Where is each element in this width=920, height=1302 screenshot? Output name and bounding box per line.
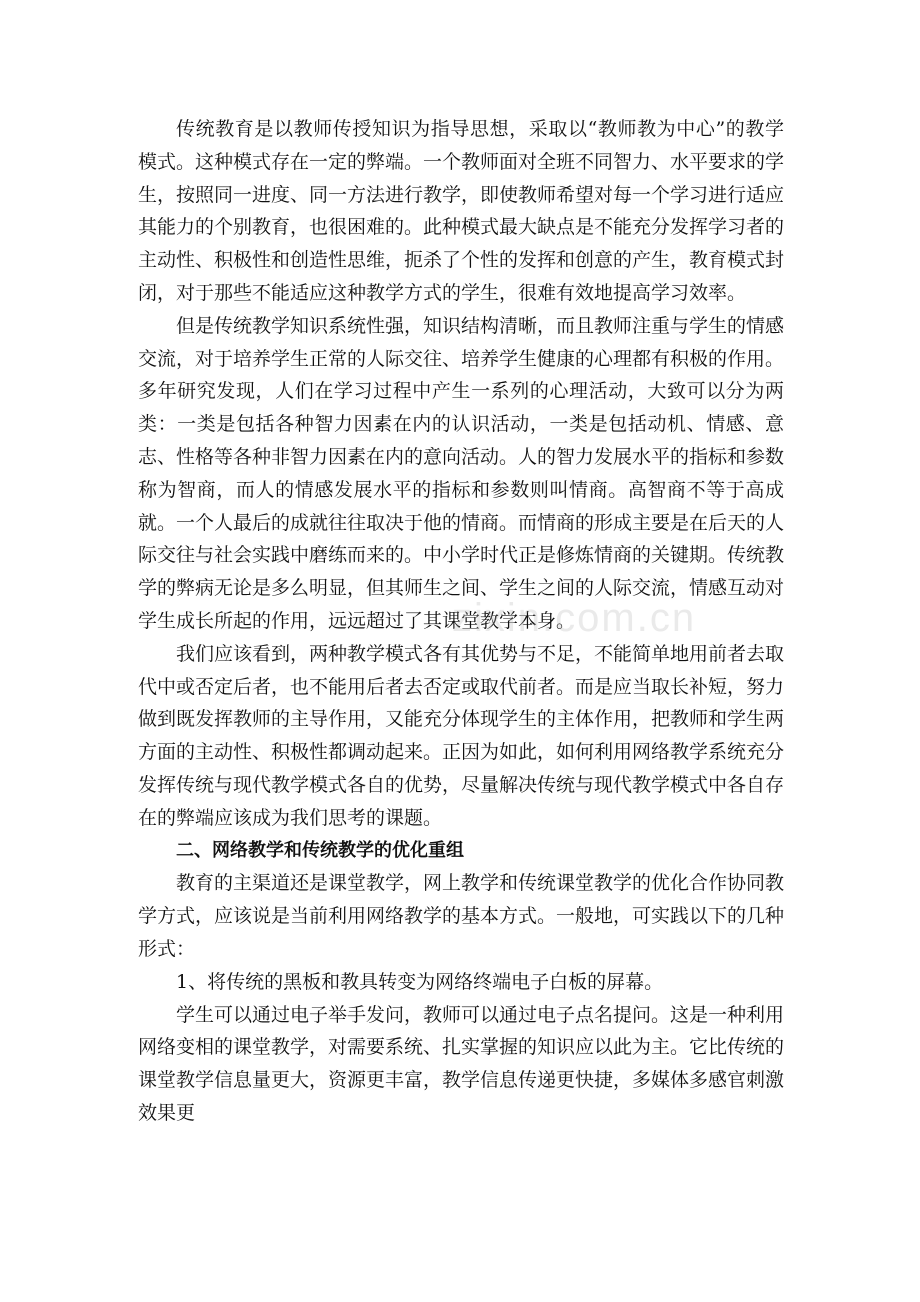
- document-body: [138, 113, 784, 1130]
- watermark: zixin.com.cn: [452, 596, 697, 640]
- paragraph-two-modes: 我们应该看到，两种教学模式各有其优势与不足，不能简单地用前者去取代中或否定后者，也不能用后者去否定或取代前者。而是应当取长补短，努力做到既发挥教师的主导作用，又能充分体现学生的主体作用，把教师和学生两方面的主动性、积极性都调动起来。正因为如此，如何利用网络教学系统充分发挥传统与现代教学模式各自的优势，尽量解决传统与现代教学模式中各自存在的弊端应该成为我们思考的课题。: [138, 642, 785, 829]
- list-item-1: 1、将传统的黑板和教具转变为网络终端电子白板的屏幕。: [176, 970, 664, 993]
- paragraph-traditional-strengths: 但是传统教学知识系统性强，知识结构清晰，而且教师注重与学生的情感交流，对于培养学生正常的人际交往、培养学生健康的心理都有积极的作用。多年研究发现，人们在学习过程中产生一系列的心理活动，大致可以分为两类：一类是包括各种智力因素在内的认识活动，一类是包括动机、情感、意志、性格等各种非智力因素在内的意向活动。人的智力发展水平的指标和参数称为智商，而人的情感发展水平的指标和参数则叫情商。高智商不等于高成就。一个人最后的成就往往取决于他的情商。而情商的形成主要是在后天的人际交往与社会实践中磨练而来的。中小学时代正是修炼情商的关键期。传统教学的弊病无论是多么明显，但其师生之间、学生之间的人际交流，情感互动对学生成长所起的作用，远远超过了其课堂教学本身。: [138, 314, 785, 632]
- section-heading: 二、网络教学和传统教学的优化重组: [176, 839, 464, 861]
- paragraph-traditional-education: 传统教育是以教师传授知识为指导思想，采取以“教师教为中心”的教学模式。这种模式存在一定的弊端。一个教师面对全班不同智力、水平要求的学生，按照同一进度、同一方法进行教学，即使教师希望对每一个学习进行适应其能力的个别教育，也很困难的。此种模式最大缺点是不能充分发挥学习者的主动性、积极性和创造性思维，扼杀了个性的发挥和创意的产生，教育模式封闭，对于那些不能适应这种教学方式的学生，很难有效地提高学习效率。: [138, 118, 785, 304]
- paragraph-electronic-class: 学生可以通过电子举手发问，教师可以通过电子点名提问。这是一种利用网络变相的课堂教学，对需要系统、扎实掌握的知识应以此为主。它比传统的课堂教学信息量更大，资源更丰富，教学信息传递更快捷，多媒体多感官刺激效果更: [138, 1003, 785, 1124]
- paragraph-main-channel: 教育的主渠道还是课堂教学，网上教学和传统课堂教学的优化合作协同教学方式，应该说是当前利用网络教学的基本方式。一般地，可实践以下的几种形式：: [138, 872, 785, 960]
